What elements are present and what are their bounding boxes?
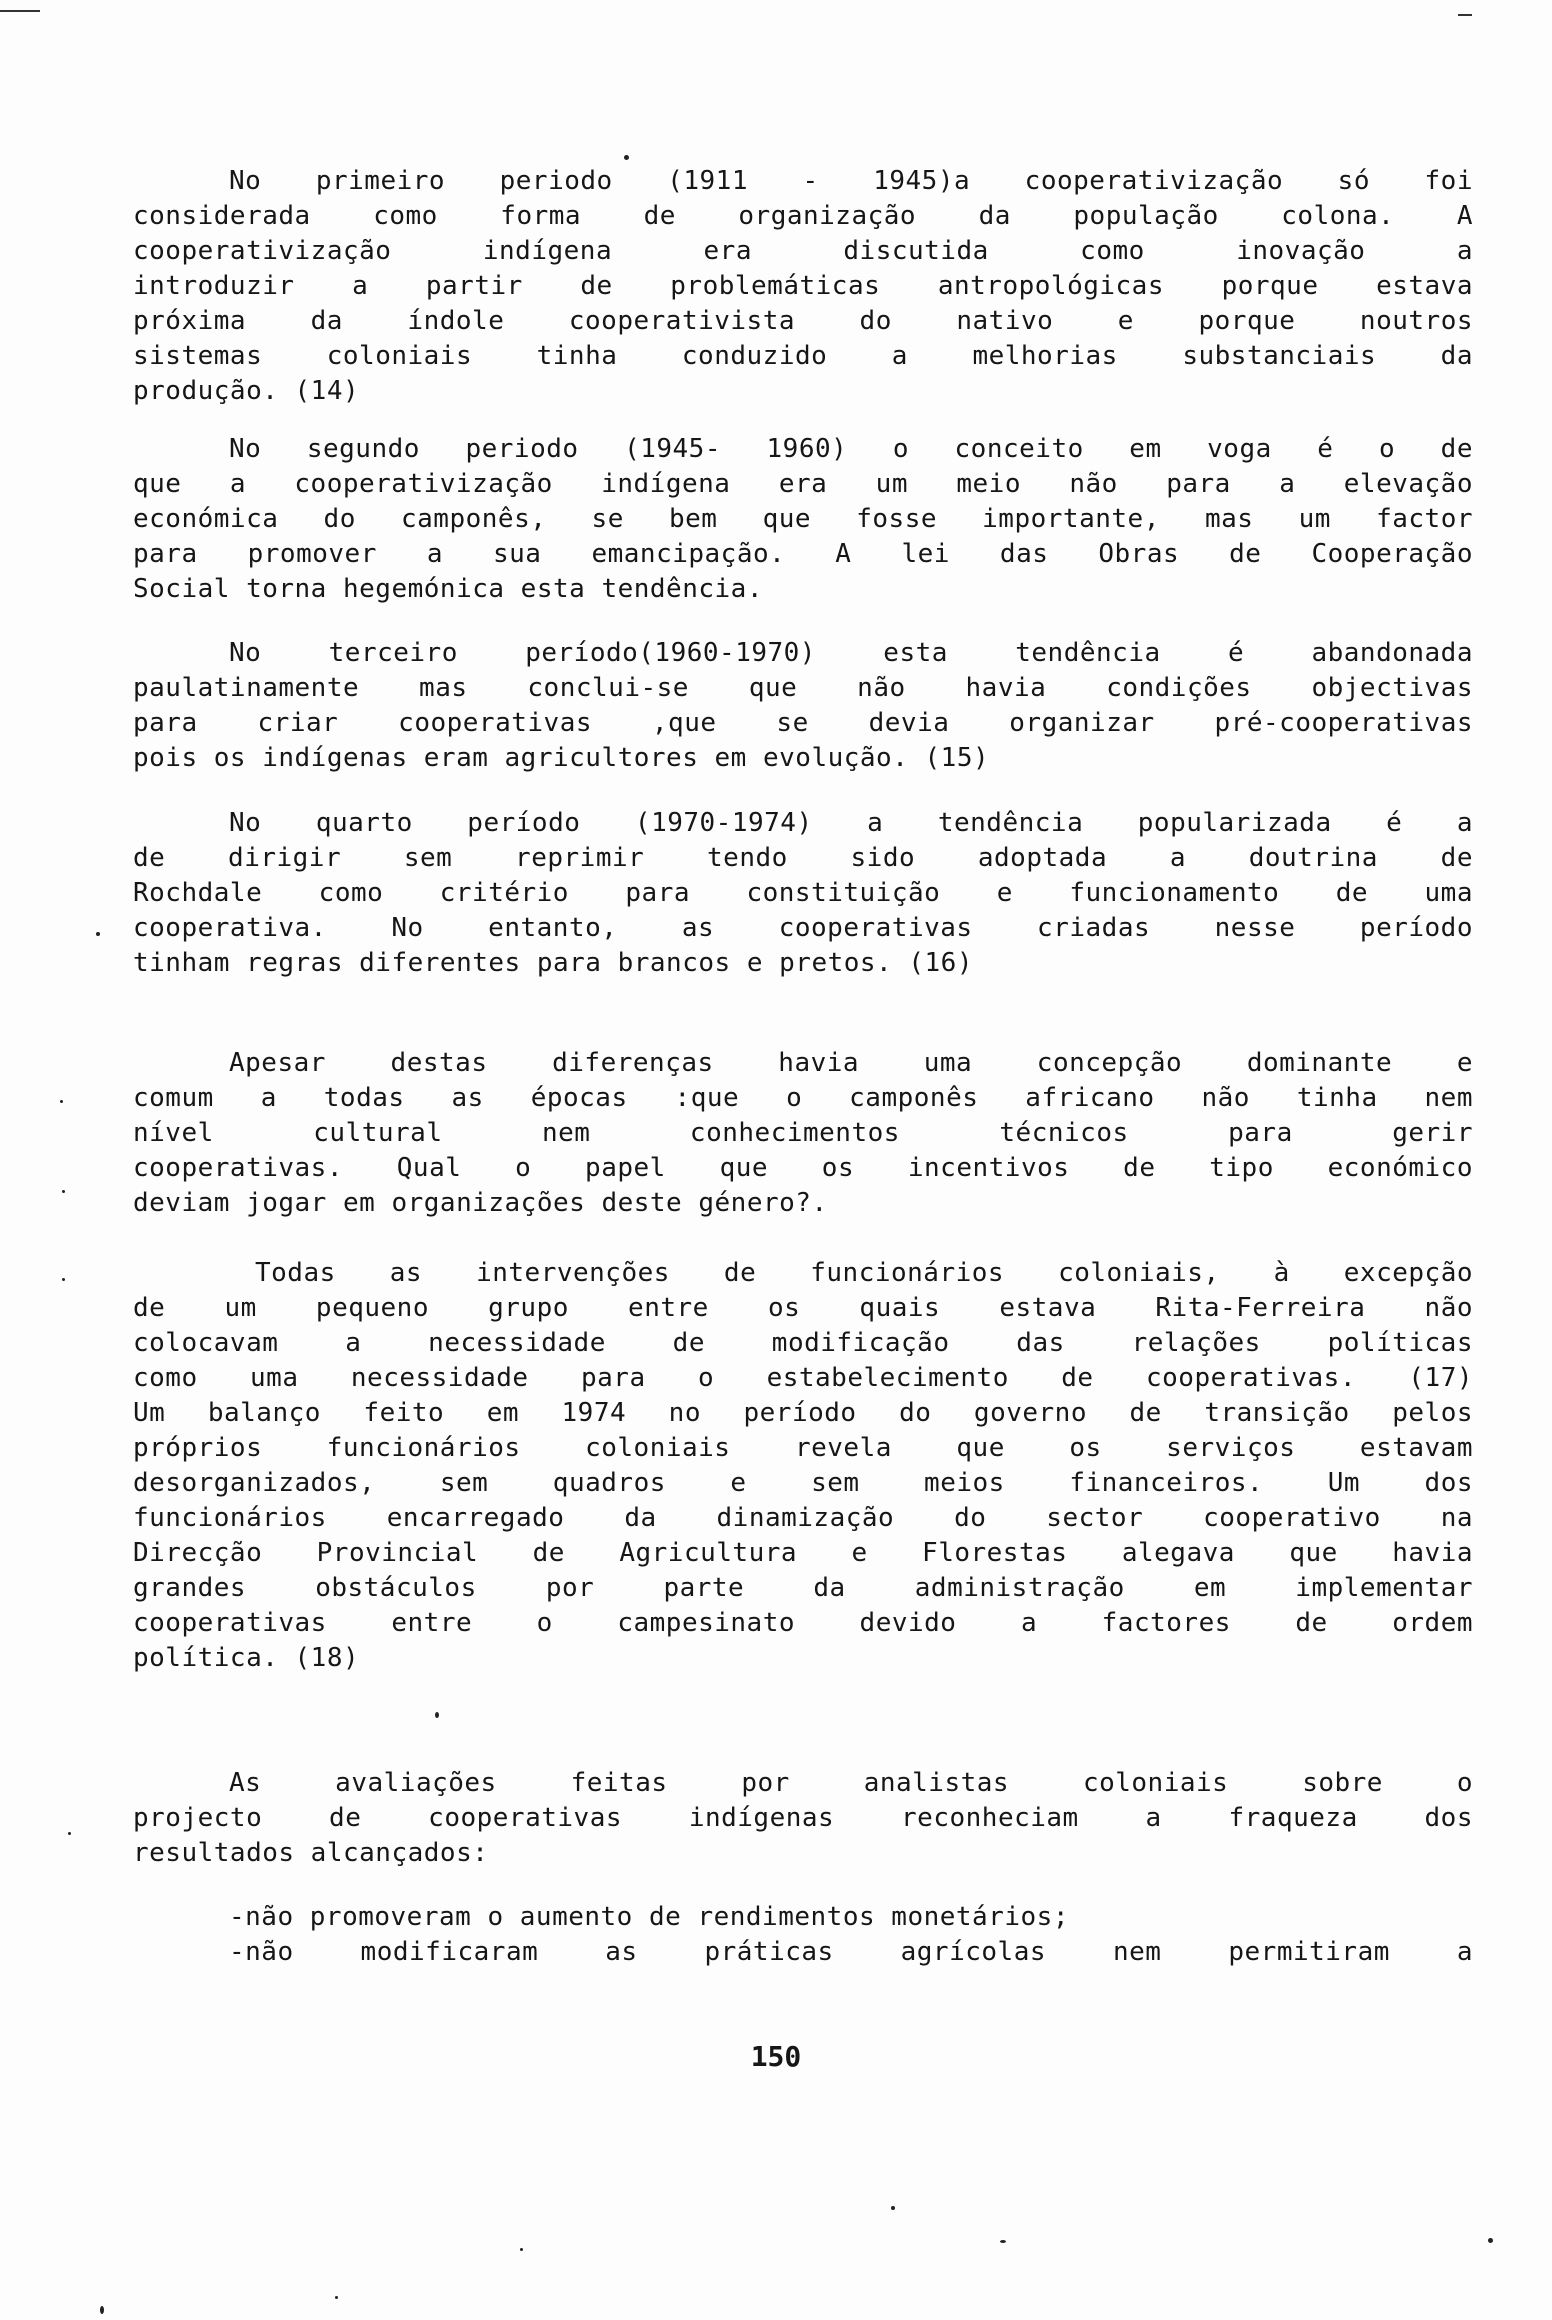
scan-speck <box>335 2296 338 2299</box>
scan-mark <box>0 10 40 12</box>
paragraph-dominant-conception <box>133 1046 1473 1221</box>
text-line: Apesar destas diferenças havia uma concepção dominante e <box>229 1048 1473 1078</box>
scan-speck <box>1488 2238 1493 2243</box>
text-line: cooperativa. No entanto, as cooperativas criadas nesse período <box>133 913 1473 943</box>
result-list <box>133 1900 1473 1970</box>
text-line: cooperativas entre o campesinato devido a factores de ordem <box>133 1608 1473 1638</box>
text-line: Rochdale como critério para constituição e funcionamento de uma <box>133 878 1473 908</box>
text-line: política. (18) <box>133 1643 360 1673</box>
text-line: grandes obstáculos por parte da administração em implementar <box>133 1573 1473 1603</box>
scan-speck <box>62 1190 65 1193</box>
text-line: nível cultural nem conhecimentos técnicos para gerir <box>133 1118 1473 1148</box>
text-line: para criar cooperativas ,que se devia organizar pré-cooperativas <box>133 708 1473 738</box>
paragraph-third-period <box>133 636 1473 776</box>
text-line: sistemas coloniais tinha conduzido a melhorias substanciais da <box>133 341 1473 371</box>
scan-speck <box>60 1100 63 1103</box>
list-item: -não modificaram as práticas agrícolas nem permitiram a <box>229 1937 1473 1967</box>
scan-speck <box>624 155 629 160</box>
text-line: cooperativas. Qual o papel que os incentivos de tipo económico <box>133 1153 1473 1183</box>
text-line: resultados alcançados: <box>133 1838 489 1868</box>
scan-speck <box>1000 2240 1006 2243</box>
text-line: próprios funcionários coloniais revela que os serviços estavam <box>133 1433 1473 1463</box>
text-line: colocavam a necessidade de modificação das relações políticas <box>133 1328 1473 1358</box>
text-line: No terceiro período(1960-1970) esta tendência é abandonada <box>229 638 1473 668</box>
text-line: As avaliações feitas por analistas coloniais sobre o <box>229 1768 1473 1798</box>
text-line: considerada como forma de organização da população colona. A <box>133 201 1473 231</box>
text-line: funcionários encarregado da dinamização do sector cooperativo na <box>133 1503 1473 1533</box>
scan-speck <box>520 2248 523 2251</box>
paragraph-second-period <box>133 432 1473 607</box>
list-item: -não promoveram o aumento de rendimentos monetários; <box>229 1902 1069 1932</box>
text-line: desorganizados, sem quadros e sem meios financeiros. Um dos <box>133 1468 1473 1498</box>
text-line: como uma necessidade para o estabelecimento de cooperativas. (17) <box>133 1363 1473 1393</box>
scan-mark <box>1458 14 1472 16</box>
text-line: de um pequeno grupo entre os quais estava Rita-Ferreira não <box>133 1293 1473 1323</box>
text-line: paulatinamente mas conclui-se que não havia condições objectivas <box>133 673 1473 703</box>
text-line: Direcção Provincial de Agricultura e Florestas alegava que havia <box>133 1538 1473 1568</box>
text-line: Todas as intervenções de funcionários coloniais, à excepção <box>255 1258 1473 1288</box>
text-line: de dirigir sem reprimir tendo sido adoptada a doutrina de <box>133 843 1473 873</box>
paragraph-fourth-period <box>133 806 1473 981</box>
text-line: No segundo periodo (1945- 1960) o conceito em voga é o de <box>229 434 1473 464</box>
text-line: económica do camponês, se bem que fosse importante, mas um factor <box>133 504 1473 534</box>
scan-speck <box>100 2306 104 2314</box>
page-number: 150 <box>750 2040 802 2073</box>
text-line: Social torna hegemónica esta tendência. <box>133 574 763 604</box>
text-line: comum a todas as épocas :que o camponês africano não tinha nem <box>133 1083 1473 1113</box>
text-line: No quarto período (1970-1974) a tendência popularizada é a <box>229 808 1473 838</box>
paragraph-first-period <box>133 164 1473 409</box>
text-line: projecto de cooperativas indígenas reconheciam a fraqueza dos <box>133 1803 1473 1833</box>
text-line: cooperativização indígena era discutida como inovação a <box>133 236 1473 266</box>
text-line: que a cooperativização indígena era um meio não para a elevação <box>133 469 1473 499</box>
text-line: para promover a sua emancipação. A lei das Obras de Cooperação <box>133 539 1473 569</box>
text-line: deviam jogar em organizações deste género?. <box>133 1188 828 1218</box>
text-line: pois os indígenas eram agricultores em evolução. (15) <box>133 743 990 773</box>
text-line: No primeiro periodo (1911 - 1945)a cooperativização só foi <box>229 166 1473 196</box>
scan-speck <box>62 1278 65 1281</box>
text-line: produção. (14) <box>133 376 360 406</box>
paragraph-interventions <box>133 1256 1473 1676</box>
paragraph-assessments <box>133 1766 1473 1871</box>
scan-speck <box>68 1832 71 1835</box>
text-line: próxima da índole cooperativista do nativo e porque noutros <box>133 306 1473 336</box>
text-line: tinham regras diferentes para brancos e pretos. (16) <box>133 948 973 978</box>
scan-speck <box>891 2206 895 2210</box>
text-line: introduzir a partir de problemáticas antropológicas porque estava <box>133 271 1473 301</box>
scan-speck <box>96 932 100 936</box>
text-line: Um balanço feito em 1974 no período do governo de transição pelos <box>133 1398 1473 1428</box>
scan-speck <box>435 1712 439 1718</box>
